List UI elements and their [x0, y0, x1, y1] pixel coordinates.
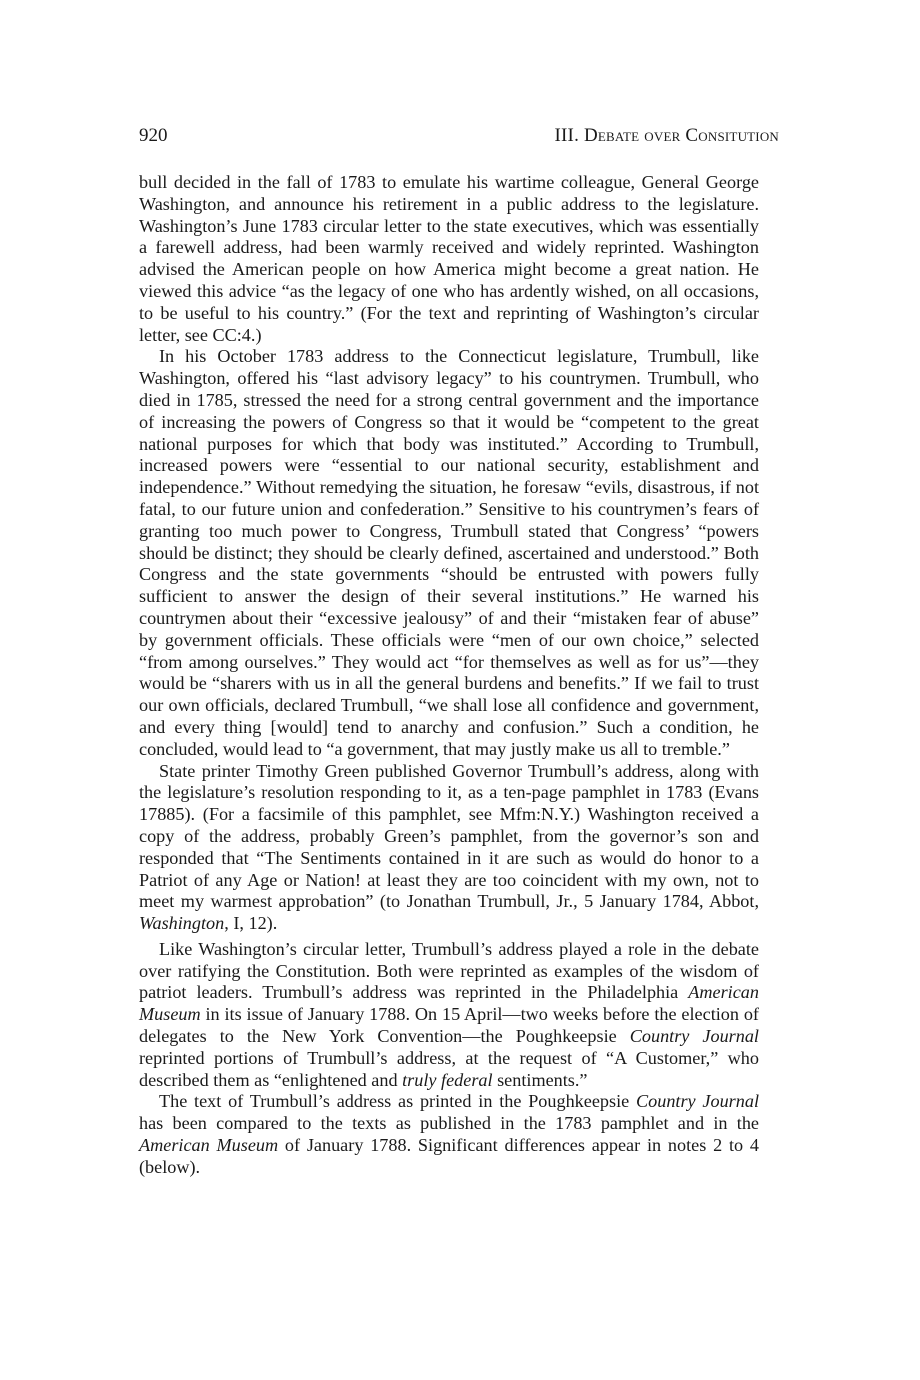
text-run: In his October 1783 address to the Connecticut legislature, Trumbull, like Washington, offered his “last advisory legacy” to his countrymen. Trumbull, who died in 1785, stressed the need for a strong central government and the importance of increasing the powers of Congress so that it would be “competent to the great national purposes for which that body was instituted.” According to Trumbull, increased powers were “essential to our national security, establishment and independence.” Without remedying the situation, he foresaw “evils, disastrous, if not fatal, to our future union and confederation.” Sensitive to his countrymen’s fears of granting too much power to Congress, Trumbull stated that Congress’ “powers should be distinct; they should be clearly defined, ascertained and understood.” Both Congress and the state governments “should be entrusted with powers fully sufficient to answer the design of their several institutions.” He warned his countrymen about their “excessive jealousy” of and their “mistaken fear of abuse” by government officials. These officials were “men of our own choice,” selected “from among ourselves.” They would act “for themselves as well as for us”—they would be “sharers with us in all the general burdens and benefits.” If we fail to trust our own officials, declared Trumbull, “we shall lose all confidence and government, and every thing [would] tend to anarchy and confusion.” Such a condition, he concluded, would lead to “a government, that may justly make us all to tremble.” [139, 346, 759, 759]
text-run: has been compared to the texts as published in the 1783 pamphlet and in the [139, 1113, 759, 1134]
paragraph-1 [139, 172, 759, 346]
italic-text: American Museum [139, 982, 759, 1025]
italic-text: Country Journal [636, 1091, 759, 1112]
running-head [139, 122, 779, 150]
italic-text: truly federal [402, 1069, 493, 1090]
text-run: The text of Trumbull’s address as printed in the Poughkeepsie [159, 1091, 637, 1112]
body-text [139, 172, 759, 1179]
text-run: reprinted portions of Trumbull’s address, at the request of “A Customer,” who described them as “enlightened and [139, 1047, 759, 1090]
text-run: , I, 12). [224, 913, 278, 934]
text-run: of January 1788. Significant differences appear in notes 2 to 4 (below). [139, 1135, 759, 1177]
page-number: 920 [139, 125, 168, 146]
text-run: Like Washington’s circular letter, Trumbull’s address played a role in the debate over ratifying the Constitution. Both were reprinted as examples of the wisdom of patriot leaders. Trumbull’s address was reprinted in the Philadelphia [139, 938, 759, 1003]
italic-text: American Museum [139, 1135, 279, 1156]
section-title: III. Debate over Consitution [554, 125, 779, 146]
text-run: bull decided in the fall of 1783 to emulate his wartime colleague, General George Washington, and announce his retirement in a public address to the legislature. Washington’s June 1783 circular letter to the state executives, which was essentially a farewell address, had been warmly received and widely reprinted. Washington advised the American people on how America might become a great nation. He viewed this advice “as the legacy of one who has ardently wished, on all occasions, to be useful to his country.” (For the text and reprinting of Washington’s circular letter, see CC:4.) [139, 172, 759, 345]
italic-text: Washington [139, 913, 225, 934]
paragraph-2 [139, 346, 759, 760]
paragraph-3 [139, 761, 759, 935]
paragraph-4 [139, 939, 759, 1092]
text-run: in its issue of January 1788. On 15 April—two weeks before the election of delegates to the New York Convention—the Poughkeepsie [139, 1004, 759, 1047]
italic-text: Country Journal [629, 1026, 759, 1047]
paragraph-5 [139, 1091, 759, 1178]
text-run: sentiments.” [492, 1069, 588, 1090]
text-run: State printer Timothy Green published Governor Trumbull’s address, along with the legislature’s resolution responding to it, as a ten-page pamphlet in 1783 (Evans 17885). (For a facsimile of this pamphlet, see Mfm:N.Y.) Washington received a copy of the address, probably Green’s pamphlet, from the governor’s son and responded that “The Sentiments contained in it are such as would do honor to a Patriot of any Age or Nation! at least they are too coincident with my own, not to meet my warmest approbation” (to Jonathan Trumbull, Jr., 5 January 1784, Abbot, [139, 760, 759, 912]
